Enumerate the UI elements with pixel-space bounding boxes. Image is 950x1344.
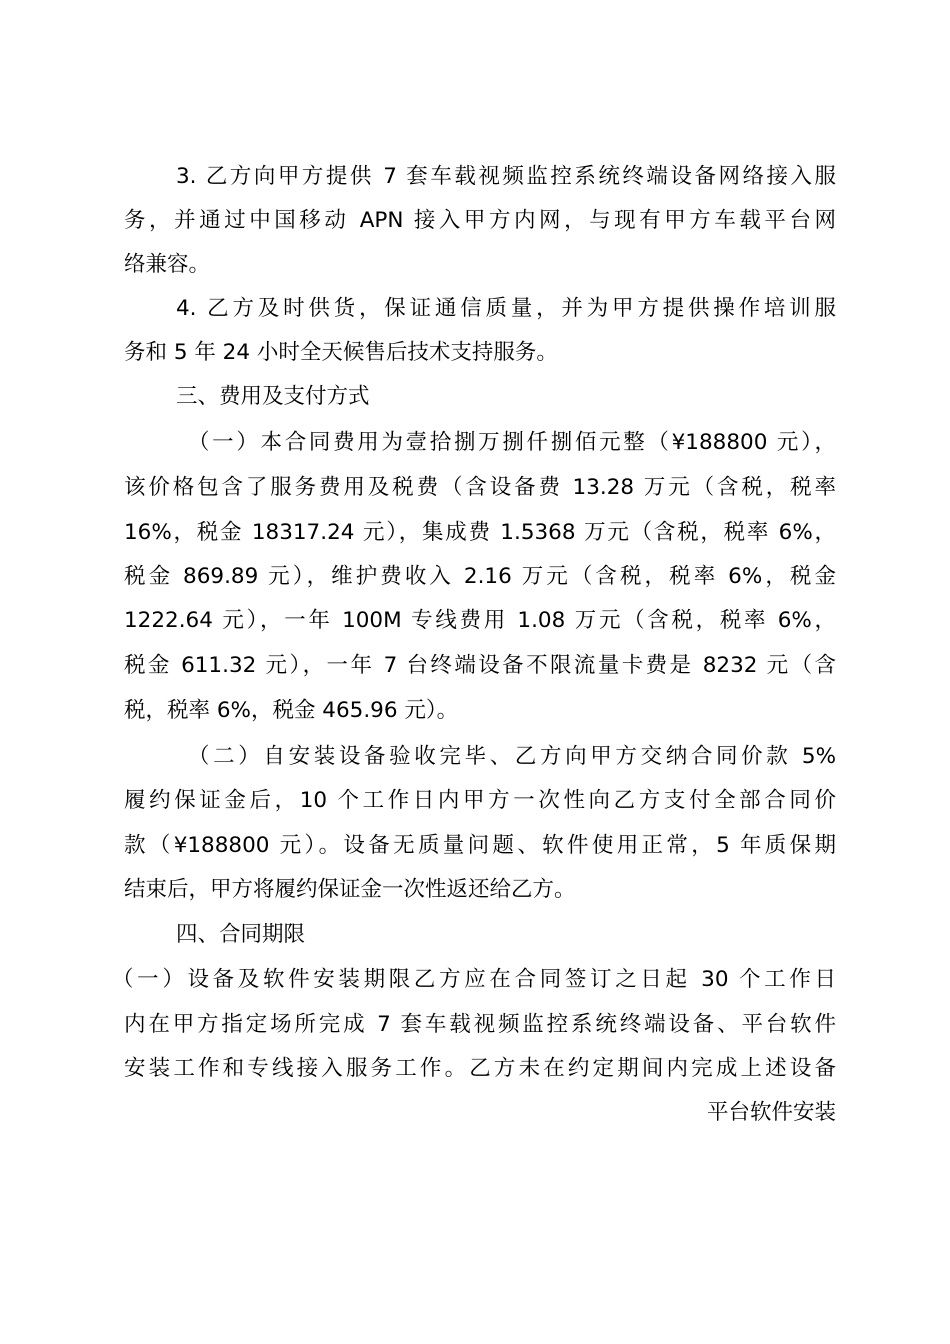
term-line-1: （一）设备及软件安装期限乙方应在合同签订之日起 30 个工作日 xyxy=(112,967,836,992)
fees-line-4: 税金 869.89 元），维护费收入 2.16 万元（含税，税率 6%，税金 xyxy=(124,564,836,589)
item-3-line-3: 络兼容。 xyxy=(124,252,211,277)
fees-line-7: 税，税率 6%，税金 465.96 元）。 xyxy=(124,698,459,723)
fees-line-1: （一）本合同费用为壹拾捌万捌仟捌佰元整（¥188800 元）， xyxy=(188,430,836,455)
fees-line-2: 该价格包含了服务费用及税费（含设备费 13.28 万元（含税，税率 xyxy=(124,475,836,500)
payment-line-3: 款（¥188800 元）。设备无质量问题、软件使用正常，5 年质保期 xyxy=(124,833,836,858)
item-3-line-2: 务，并通过中国移动 APN 接入甲方内网，与现有甲方车载平台网 xyxy=(124,208,836,233)
term-line-3: 安装工作和专线接入服务工作。乙方未在约定期间内完成上述设备 xyxy=(124,1056,836,1081)
item-4-line-1: 4. 乙方及时供货，保证通信质量，并为甲方提供操作培训服 xyxy=(176,296,836,321)
term-line-2: 内在甲方指定场所完成 7 套车载视频监控系统终端设备、平台软件 xyxy=(124,1012,836,1037)
section-heading-term: 四、合同期限 xyxy=(176,922,306,947)
item-4-line-2: 务和 5 年 24 小时全天候售后技术支持服务。 xyxy=(124,340,558,365)
fees-line-6: 税金 611.32 元），一年 7 台终端设备不限流量卡费是 8232 元（含 xyxy=(124,653,836,678)
payment-line-1: （二）自安装设备验收完毕、乙方向甲方交纳合同价款 5% xyxy=(188,744,836,769)
fees-line-3: 16%，税金 18317.24 元），集成费 1.5368 万元（含税，税率 6%， xyxy=(124,520,836,545)
item-3-line-1: 3. 乙方向甲方提供 7 套车载视频监控系统终端设备网络接入服 xyxy=(176,164,836,189)
term-line-4: 平台软件安装 xyxy=(706,1100,836,1125)
payment-line-2: 履约保证金后，10 个工作日内甲方一次性向乙方支付全部合同价 xyxy=(124,788,836,813)
fees-line-5: 1222.64 元），一年 100M 专线费用 1.08 万元（含税，税率 6%， xyxy=(124,608,836,633)
payment-line-4: 结束后，甲方将履约保证金一次性返还给乙方。 xyxy=(124,877,576,902)
section-heading-fees: 三、费用及支付方式 xyxy=(176,384,370,409)
